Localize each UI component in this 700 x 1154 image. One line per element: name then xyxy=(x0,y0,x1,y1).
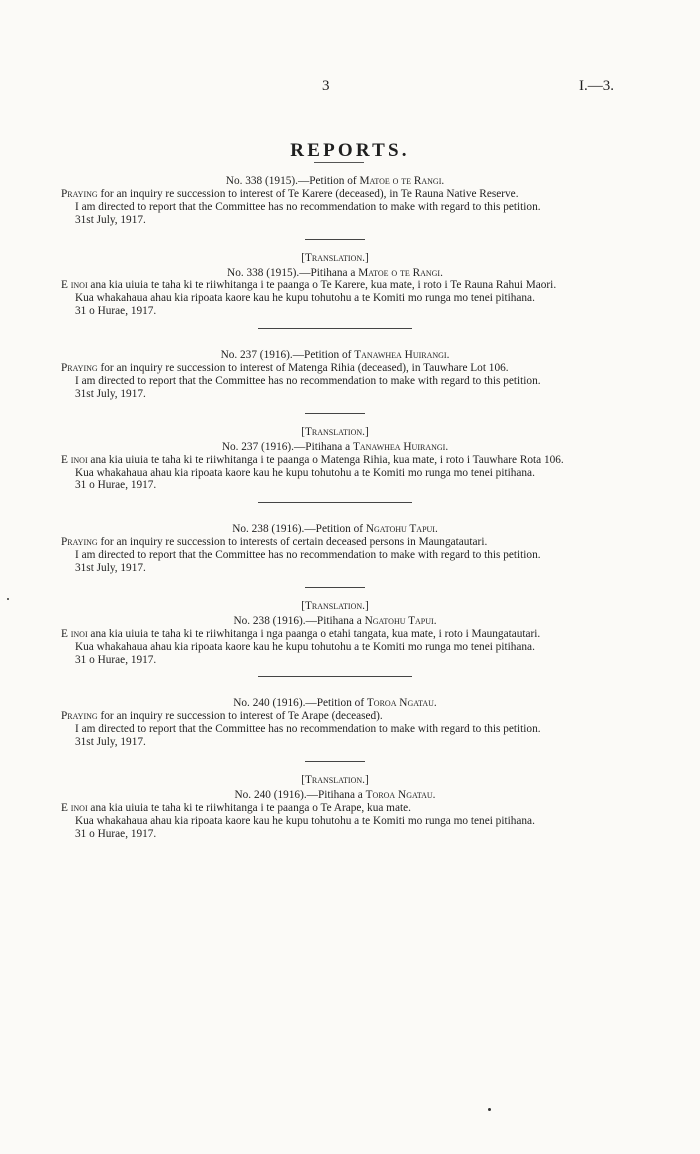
petition-entry xyxy=(61,349,609,503)
translation-date: 31 o Hurae, 1917. xyxy=(75,827,157,840)
reports-content xyxy=(61,175,609,841)
translation-label: [Translation.] xyxy=(301,425,369,438)
translation-date: 31 o Hurae, 1917. xyxy=(75,305,157,318)
section-rule xyxy=(305,239,365,240)
petition-date: 31st July, 1917. xyxy=(75,387,146,400)
section-rule xyxy=(305,413,365,414)
petition-date: 31st July, 1917. xyxy=(75,736,146,749)
translation-report: Kua whakahaua ahau kia ripoata kaore kau he kupu tohutohu a te Komiti mo runga mo tenei pitihana. xyxy=(75,814,535,827)
petition-report: I am directed to report that the Committee has no recommendation to make with regard to this petition. xyxy=(75,723,541,736)
translation-prayer: E inoi ana kia uiuia te taha ki te riiwhitanga i te paanga o Te Arape, kua mate. xyxy=(61,801,411,814)
petition-entry xyxy=(61,523,609,677)
translation-prayer: E inoi ana kia uiuia te taha ki te riiwhitanga i te paanga o Te Karere, kua mate, i roto i Te Rauna Rahui Maori. xyxy=(61,279,557,292)
petition-date: 31st July, 1917. xyxy=(75,562,146,575)
translation-report: Kua whakahaua ahau kia ripoata kaore kau he kupu tohutohu a te Komiti mo runga mo tenei pitihana. xyxy=(75,292,535,305)
petition-report: I am directed to report that the Committee has no recommendation to make with regard to this petition. xyxy=(75,549,541,562)
petition-prayer: Praying for an inquiry re succession to interest of Te Karere (deceased), in Te Rauna Native Reserve. xyxy=(61,187,519,200)
petition-prayer: Praying for an inquiry re succession to interest of Matenga Rihia (deceased), in Tauwhare Lot 106. xyxy=(61,362,509,375)
petition-prayer: Praying for an inquiry re succession to interests of certain deceased persons in Maungatautari. xyxy=(61,536,488,549)
translation-report: Kua whakahaua ahau kia ripoata kaore kau he kupu tohutohu a te Komiti mo runga mo tenei pitihana. xyxy=(75,640,535,653)
petition-date: 31st July, 1917. xyxy=(75,213,146,226)
translation-label: [Translation.] xyxy=(301,774,369,787)
petition-report: I am directed to report that the Committee has no recommendation to make with regard to this petition. xyxy=(75,200,541,213)
petition-heading: No. 240 (1916).—Petition of Toroa Ngatau. xyxy=(233,697,437,710)
petition-prayer: Praying for an inquiry re succession to interest of Te Arape (deceased). xyxy=(61,710,383,723)
translation-date: 31 o Hurae, 1917. xyxy=(75,479,157,492)
translation-heading: No. 338 (1915).—Pitihana a Matoe o te Rangi. xyxy=(227,266,443,279)
petition-heading: No. 238 (1916).—Petition of Ngatohu Tapui. xyxy=(232,523,438,536)
page-number: 3 xyxy=(322,78,330,94)
title-rule xyxy=(314,162,364,163)
translation-label: [Translation.] xyxy=(301,599,369,612)
translation-report: Kua whakahaua ahau kia ripoata kaore kau he kupu tohutohu a te Komiti mo runga mo tenei pitihana. xyxy=(75,466,535,479)
section-rule xyxy=(305,761,365,762)
translation-heading: No. 238 (1916).—Pitihana a Ngatohu Tapui. xyxy=(233,614,437,627)
entry-divider xyxy=(258,328,412,329)
translation-prayer: E inoi ana kia uiuia te taha ki te riiwhitanga i nga paanga o etahi tangata, kua mate, i roto i Maungatautari. xyxy=(61,627,541,640)
ink-speck xyxy=(488,1108,491,1111)
entry-divider xyxy=(258,676,412,677)
page-header xyxy=(0,78,700,98)
translation-heading: No. 240 (1916).—Pitihana a Toroa Ngatau. xyxy=(234,789,436,801)
ink-speck xyxy=(7,598,9,600)
page-title: REPORTS. xyxy=(290,140,410,161)
petition-entry xyxy=(61,697,609,840)
translation-date: 31 o Hurae, 1917. xyxy=(75,653,157,666)
document-reference: I.—3. xyxy=(579,78,614,94)
petition-heading: No. 338 (1915).—Petition of Matoe o te Rangi. xyxy=(225,175,445,187)
petition-entry xyxy=(61,175,609,329)
section-rule xyxy=(305,587,365,588)
entry-divider xyxy=(258,502,412,503)
translation-heading: No. 237 (1916).—Pitihana a Tanawhea Huirangi. xyxy=(221,440,449,453)
translation-prayer: E inoi ana kia uiuia te taha ki te riiwhitanga i te paanga o Matenga Rihia, kua mate, i roto i Tauwhare Rota 106. xyxy=(61,453,564,466)
petition-heading: No. 237 (1916).—Petition of Tanawhea Huirangi. xyxy=(220,349,450,362)
petition-report: I am directed to report that the Committee has no recommendation to make with regard to this petition. xyxy=(75,374,541,387)
translation-label: [Translation.] xyxy=(301,251,369,264)
